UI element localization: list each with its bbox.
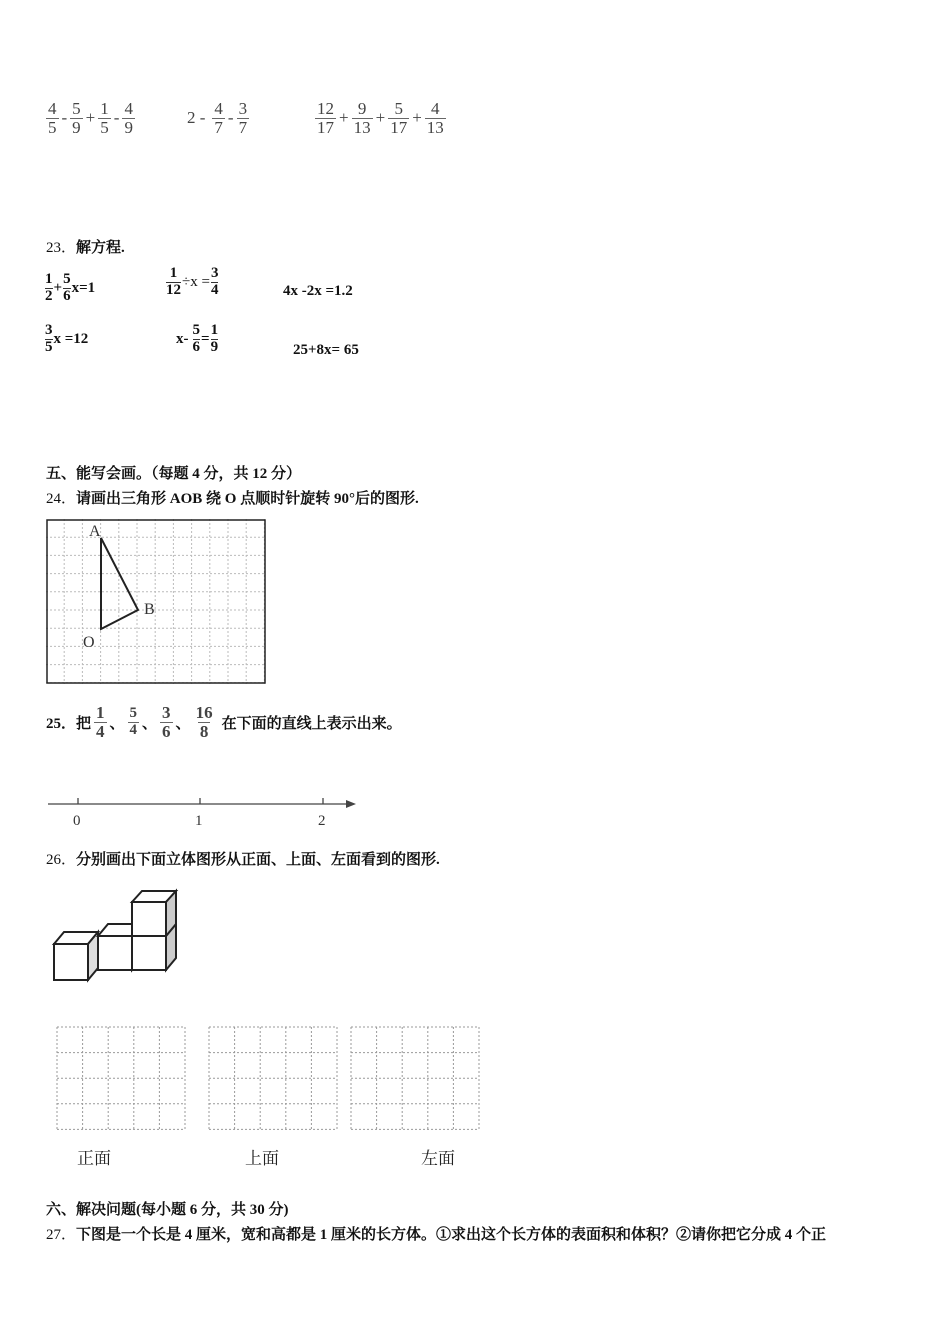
fraction-expression-3: $\frac{12}{17}$ + $\frac{9}{13}$ + $\frac{5}{17}$ + $\frac{4}{13}$: [317, 99, 444, 137]
cube-solid-figure: [50, 888, 180, 984]
equation-2: $\frac{1}{12}$ ÷x = $\frac{3}{4}$: [166, 265, 219, 298]
top-view-label: 上面: [245, 1149, 279, 1168]
top-view-grid: [208, 1026, 338, 1130]
equation-3: 4x -2x =1.2: [283, 283, 353, 299]
rotation-grid: [46, 519, 266, 684]
tick-label-1: 1: [195, 813, 203, 829]
number-line: [44, 790, 364, 832]
front-view-grid: [56, 1026, 186, 1130]
triangle-aob: [101, 538, 138, 629]
fraction: $\frac{3}{7}$: [238, 99, 248, 137]
left-view-label: 左面: [421, 1149, 455, 1168]
fraction: $\frac{4}{9}$: [124, 99, 133, 137]
fraction: $\frac{4}{5}$: [48, 99, 57, 137]
fraction-expression-2: 2 - $\frac{4}{7}$ - $\frac{3}{7}$: [187, 99, 248, 137]
fraction: $\frac{4}{13}$: [426, 99, 444, 137]
fraction: $\frac{1}{5}$: [100, 99, 109, 137]
section-5-title: 五、能写会画。（每题 4 分，共 12 分）: [46, 466, 302, 482]
section-6-title: 六、解决问题(每小题 6 分，共 30 分): [46, 1202, 289, 1218]
equation-6: 25+8x= 65: [293, 342, 359, 358]
fraction: $\frac{12}{17}$: [317, 99, 334, 137]
vertex-o-label: O: [83, 634, 95, 651]
fraction: $\frac{9}{13}$: [353, 99, 371, 137]
question-24-heading: 24．请画出三角形 AOB 绕 O 点顺时针旋转 90°后的图形.: [46, 491, 419, 507]
vertex-a-label: A: [89, 523, 101, 540]
front-view-label: 正面: [77, 1149, 111, 1168]
tick-label-2: 2: [318, 813, 326, 829]
fraction: $\frac{4}{7}$: [214, 99, 223, 137]
question-23-heading: 23．解方程.: [46, 240, 125, 256]
question-27-text: 27．下图是一个长是 4 厘米，宽和高都是 1 厘米的长方体。①求出这个长方体的表面积和体积？②请你把它分成 4 个正: [46, 1227, 827, 1243]
equation-1: 1 2 + $\frac{5}{6}$ x=1: [45, 271, 96, 304]
vertex-b-label: B: [144, 601, 155, 618]
question-26-heading: 26．分别画出下面立体图形从正面、上面、左面看到的图形.: [46, 852, 440, 868]
equation-4: 3 5 x =12: [45, 322, 89, 355]
fraction: $\frac{5}{17}$: [390, 99, 408, 137]
tick-label-0: 0: [73, 813, 81, 829]
fraction: $\frac{5}{9}$: [72, 99, 81, 137]
question-25-heading: 25．把 $\frac{1}{4}$ 、 $\frac{5}{4}$ 、 $\frac{3}{6}$ 、 $\frac{16}{8}$ 在下面的直线上表示出来。: [46, 703, 402, 741]
equation-5: x- $\frac{5}{6}$ = $\frac{1}{9}$: [176, 322, 219, 355]
fraction-expression-1: $\frac{4}{5}$ - $\frac{5}{9}$ + $\frac{1}{5}$ - $\frac{4}{9}$: [48, 99, 133, 137]
left-view-grid: [350, 1026, 480, 1130]
